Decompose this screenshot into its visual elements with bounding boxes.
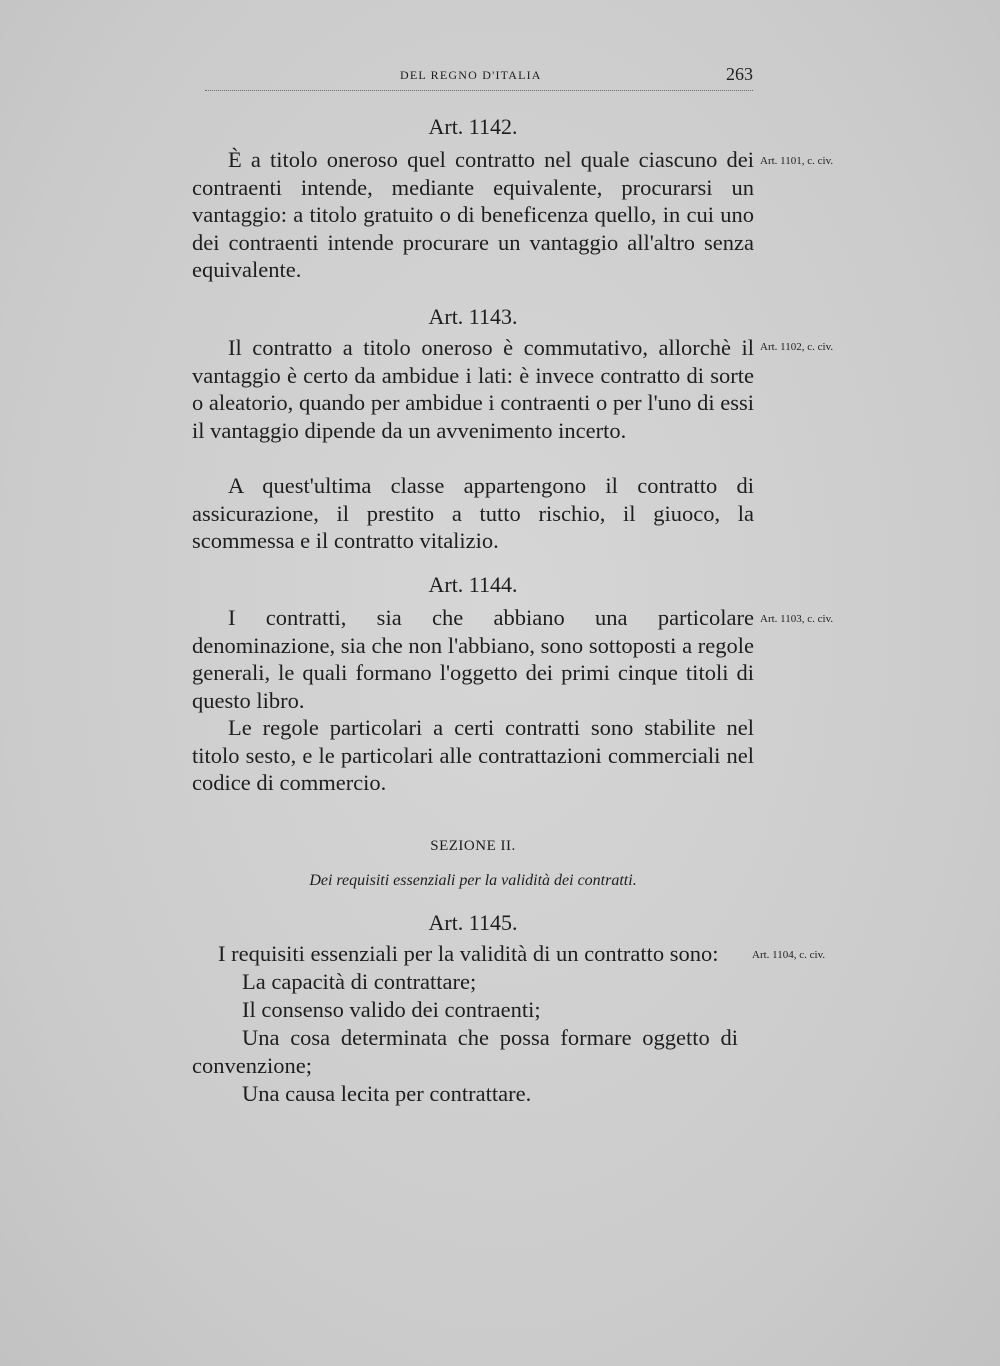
section-label: SEZIONE II. [430,838,516,854]
running-title: DEL REGNO D'ITALIA [400,68,542,82]
page-header [205,64,753,91]
article-paragraph: Il contratto a titolo oneroso è commutativo, allorchè il vantaggio è certo da ambidue i lati: è invece contratto di sorte o aleatorio, quando per ambidue i contraenti o per l'uno di essi il vantaggio dipende da un avvenimento incerto. [192,335,754,443]
margin-reference: Art. 1103, c. civ. [760,613,834,625]
page-number: 263 [726,64,753,84]
article-title: Art. 1144. [428,572,518,597]
article-paragraph: I contratti, sia che abbiano una particolare denominazione, sia che non l'abbiano, sono sottoposti a regole generali, le quali formano l'oggetto dei primi cinque titoli di questo libro. [192,605,754,713]
margin-reference: Art. 1102, c. civ. [760,341,834,353]
requirement-item: Una cosa determinata che possa formare oggetto di convenzione; [192,1025,738,1078]
article-paragraph: È a titolo oneroso quel contratto nel quale ciascuno dei contraenti intende, mediante equivalente, procurarsi un vantaggio: a titolo gratuito o di beneficenza quello, in cui uno dei contraenti intende procurare un vantaggio all'altro senza equivalente. [192,147,754,282]
margin-reference: Art. 1101, c. civ. [760,155,834,167]
article-paragraph: A quest'ultima classe appartengono il contratto di assicurazione, il prestito a tutto rischio, il giuoco, la scommessa e il contratto vitalizio. [192,473,754,553]
requirement-item: Il consenso valido dei contraenti; [242,997,541,1022]
article-paragraph: Le regole particolari a certi contratti sono stabilite nel titolo sesto, e le particolari alle contrattazioni commerciali nel codice di commercio. [192,715,754,795]
article-title: Art. 1145. [428,910,518,935]
section-subtitle: Dei requisiti essenziali per la validità dei contratti. [309,872,637,889]
article-title: Art. 1142. [428,114,518,139]
requirement-item: Una causa lecita per contrattare. [242,1081,532,1106]
article-title: Art. 1143. [428,304,518,329]
article-intro: I requisiti essenziali per la validità di un contratto sono: [218,941,719,966]
margin-reference: Art. 1104, c. civ. [752,949,826,961]
requirement-item: La capacità di contrattare; [242,969,477,994]
